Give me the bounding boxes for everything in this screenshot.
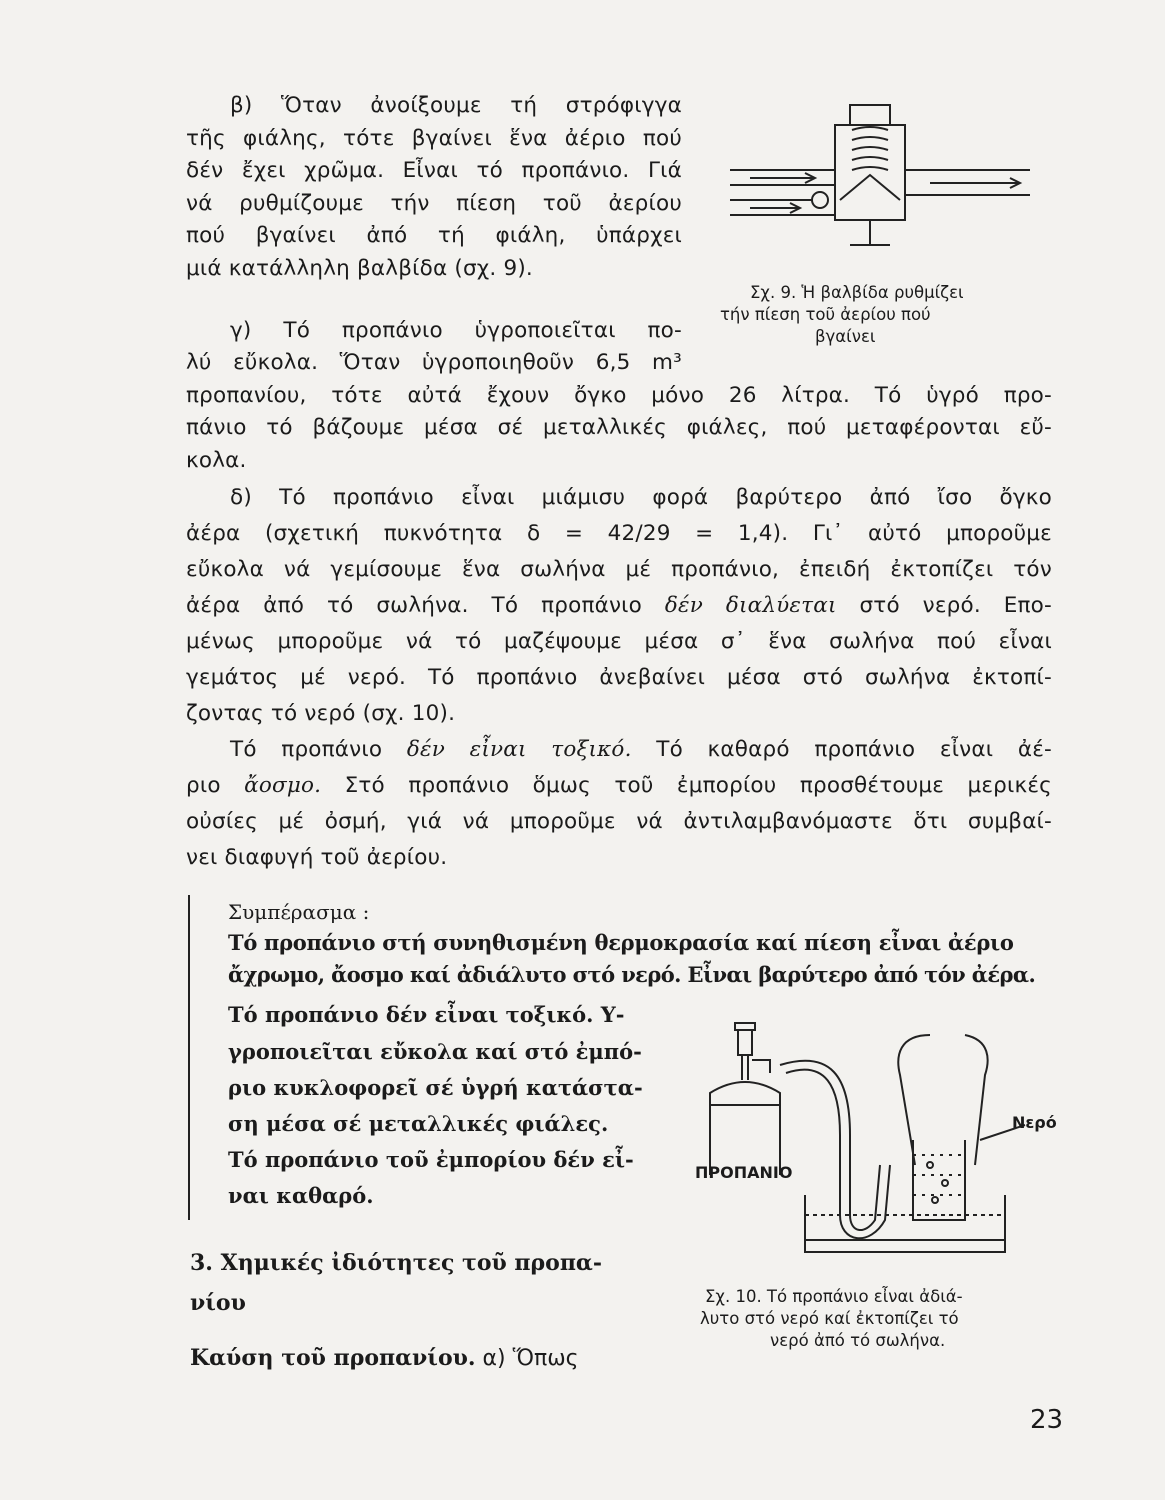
text-line: λύ εὔκολα. Ὅταν ὑγροποιηθοῦν 6,5 m³	[186, 350, 682, 376]
bubble	[927, 1162, 933, 1168]
text-line: προπανίου, τότε αὐτά ἔχουν ὄγκο μόνο 26 λίτρα. Τό ὑγρό προ-	[186, 383, 1052, 408]
text-line: οὐσίες μέ ὀσμή, γιά νά μποροῦμε νά ἀντιλαμβανόμαστε ὅτι συμβαί-	[186, 809, 1052, 834]
collecting-tube-outline	[898, 1035, 987, 1165]
text: ἀέρα ἀπό τό σωλήνα. Τό προπάνιο	[186, 593, 665, 618]
valve-spring	[852, 127, 888, 170]
bubble	[932, 1197, 938, 1203]
paragraph-gamma-rest	[186, 380, 1052, 477]
valve-ball	[812, 192, 828, 208]
text-line-with-italic	[186, 588, 1052, 624]
text-line-with-italic	[186, 732, 1052, 768]
conclusion-line: ἄχρωμο, ἄοσμο καί ἀδιάλυτο στό νερό. Εἶναι βαρύτερο ἀπό τόν ἀέρα.	[228, 962, 1036, 987]
text-line: πού βγαίνει ἀπό τή φιάλη, ὑπάρχει	[186, 223, 682, 249]
page-number: 23	[1030, 1405, 1064, 1435]
paragraph-beta	[186, 90, 682, 286]
text-line: πάνιο τό βάζουμε μέσα σέ μεταλλικές φιάλες, πού μεταφέρονται εὔ-	[186, 415, 1052, 441]
section-heading-cont: νίου	[190, 1290, 246, 1316]
valve-knob	[738, 1030, 752, 1055]
inlet-arrow-2	[750, 203, 800, 213]
valve-figure	[690, 95, 1060, 275]
caption-line: Σχ. 9. Ἡ βαλβίδα ρυθμίζει	[750, 283, 964, 302]
water-trough	[805, 1195, 1005, 1252]
side-tap	[752, 1060, 770, 1073]
text: ριο	[186, 773, 245, 798]
conclusion-line: Τό προπάνιο στή συνηθισμένη θερμοκρασία καί πίεση εἶναι ἀέριο	[228, 930, 1014, 955]
gas-collection-figure	[690, 1015, 1050, 1260]
paragraph-delta	[186, 480, 1052, 876]
gas-jar	[913, 1140, 965, 1220]
valve-neck	[742, 1055, 748, 1080]
section-heading: 3. Χημικές ἰδιότητες τοῦ προπα-	[190, 1250, 602, 1276]
subsection-line	[190, 1345, 579, 1371]
text-line: δ) Τό προπάνιο εἶναι μιάμισυ φορά βαρύτερο ἀπό ἴσο ὄγκο	[230, 485, 1052, 510]
text: Τό προπάνιο	[230, 737, 407, 762]
text-line: τῆς φιάλης, τότε βγαίνει ἕνα ἀέριο πού	[186, 125, 682, 151]
subheading: Καύση τοῦ προπανίου.	[190, 1345, 476, 1371]
water-trough-base	[805, 1240, 1005, 1252]
text-line: εὔκολα νά γεμίσουμε ἕνα σωλήνα μέ προπάνιο, ἐπειδή ἐκτοπίζει τόν	[186, 557, 1052, 582]
text-line: νά ρυθμίζουμε τήν πίεση τοῦ ἀερίου	[186, 190, 682, 216]
caption-line: λυτο στό νερό καί ἐκτοπίζει τό	[700, 1309, 959, 1328]
caption-line: τήν πίεση τοῦ ἀερίου πού	[720, 305, 931, 324]
conclusion-line: γροποιεῖται εὔκολα καί στό ἐμπό-	[228, 1039, 642, 1064]
outlet-arrow	[930, 178, 1020, 188]
text: στό νερό. Επο-	[836, 593, 1052, 618]
bubble	[942, 1180, 948, 1186]
text-line-with-italic	[186, 768, 1052, 804]
text-line: μιά κατάλληλη βαλβίδα (σχ. 9).	[186, 255, 533, 281]
text-line: ἀέρα (σχετική πυκνότητα δ = 42/29 = 1,4). Γι᾽ αὐτό μποροῦμε	[186, 521, 1052, 546]
text-line: β) Ὅταν ἀνοίξουμε τή στρόφιγγα	[230, 93, 682, 118]
caption-line: βγαίνει	[815, 327, 876, 346]
gas-jar-gradations	[913, 1155, 965, 1195]
italic-text: δέν διαλύεται	[664, 593, 837, 618]
valve-stem	[850, 220, 890, 245]
text-line: ζοντας τό νερό (σχ. 10).	[186, 701, 456, 726]
caption-line: νερό ἀπό τό σωλήνα.	[770, 1331, 946, 1350]
conclusion-line: ναι καθαρό.	[228, 1183, 374, 1208]
italic-text: δέν εἶναι τοξικό.	[406, 737, 632, 762]
valve-body	[835, 125, 905, 220]
conclusion-line: Τό προπάνιο δέν εἶναι τοξικό. Υ-	[228, 1002, 625, 1027]
valve-cap	[850, 105, 890, 125]
conclusion-line: ση μέσα σέ μεταλλικές φιάλες.	[228, 1111, 609, 1136]
knob-grip	[735, 1023, 755, 1030]
propane-label: ΠΡΟΠΑΝΙΟ	[695, 1163, 793, 1182]
water-label: Νερό	[1012, 1113, 1057, 1132]
figure10-caption	[700, 1286, 1060, 1352]
delivery-tube	[780, 1061, 880, 1230]
inlet-arrow	[750, 173, 815, 183]
text: Στό προπάνιο ὅμως τοῦ ἐμπορίου προσθέτουμε μερικές	[321, 773, 1052, 798]
text-line: μένως μποροῦμε νά τό μαζέψουμε μέσα σ᾽ ἕνα σωλήνα πού εἶναι	[186, 629, 1052, 654]
text: Τό καθαρό προπάνιο εἶναι ἀέ-	[631, 737, 1053, 762]
text-line: γεμάτος μέ νερό. Τό προπάνιο ἀνεβαίνει μέσα στό σωλήνα ἐκτοπί-	[186, 665, 1052, 690]
caption-line: Σχ. 10. Τό προπάνιο εἶναι ἀδιά-	[705, 1287, 963, 1306]
figure9-caption	[700, 282, 1040, 348]
text: α) Ὅπως	[475, 1346, 579, 1371]
text-line: δέν ἔχει χρῶμα. Εἶναι τό προπάνιο. Γιά	[186, 158, 682, 184]
conclusion-title: Συμπέρασμα :	[228, 900, 370, 924]
conclusion-line: Τό προπάνιο τοῦ ἐμπορίου δέν εἶ-	[228, 1147, 634, 1172]
cylinder-top	[710, 1082, 780, 1105]
text-line: νει διαφυγή τοῦ ἀερίου.	[186, 845, 448, 870]
conclusion-line: ριο κυκλοφορεῖ σέ ὑγρή κατάστα-	[228, 1075, 643, 1100]
paragraph-gamma-intro	[186, 315, 682, 380]
text-line: κολα.	[186, 447, 247, 473]
italic-text: ἄοσμο.	[244, 773, 322, 798]
text-line: γ) Τό προπάνιο ὑγροποιεῖται πο-	[230, 318, 682, 343]
valve-lever	[840, 175, 900, 200]
delivery-tube-inner	[786, 1070, 890, 1239]
